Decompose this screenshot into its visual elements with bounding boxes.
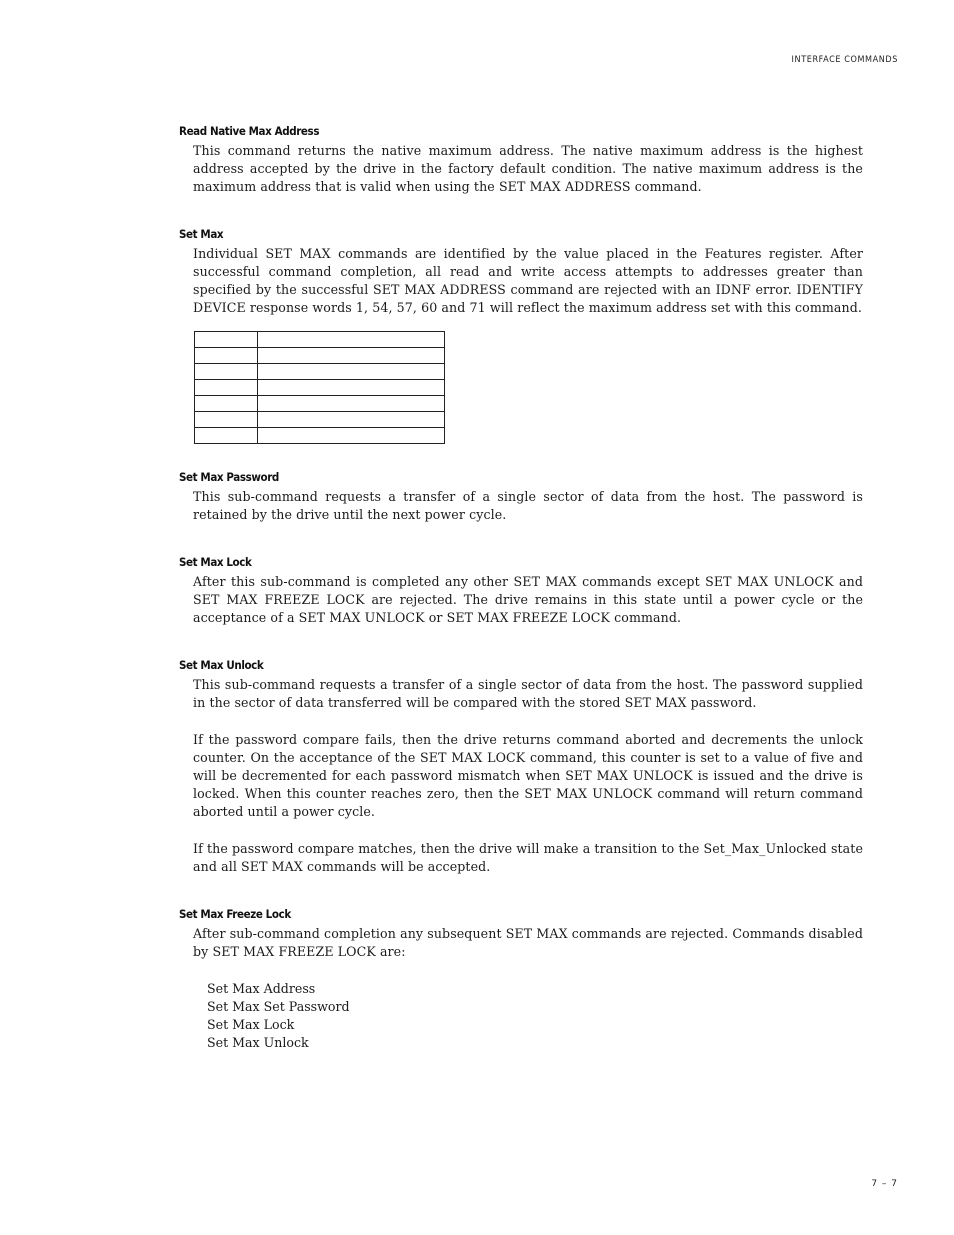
section-heading: Set Max Freeze Lock [179,907,291,921]
table-cell [195,428,258,444]
section-paragraph: This command returns the native maximum address. The native maximum address is the highest address accepted by the drive in the factory default condition. The native maximum address is the maximum address that is valid when using the SET MAX ADDRESS command. [193,143,863,194]
table-cell [258,396,445,412]
section-paragraph: Individual SET MAX commands are identified by the value placed in the Features register. After successful command completion, all read and write access attempts to addresses greater than specified by the successful SET MAX ADDRESS command are rejected with an IDNF error. IDENTIFY DEVICE response words 1, 54, 57, 60 and 71 will reflect the maximum address set with this command. [193,246,863,315]
section-paragraph: This sub-command requests a transfer of a single sector of data from the host. The password supplied in the sector of data transferred will be compared with the stored SET MAX password. [193,677,863,710]
section-set-max [179,227,869,444]
set-max-subcommand-table [194,331,445,444]
section-read-native-max-address [179,124,869,196]
section-heading: Set Max [179,227,224,241]
table-row [195,348,445,364]
section-set-max-unlock [179,658,869,876]
table-cell [258,332,445,348]
section-paragraph: After this sub-command is completed any other SET MAX commands except SET MAX UNLOCK and SET MAX FREEZE LOCK are rejected. The drive remains in this state until a power cycle or the acceptance of a SET MAX UNLOCK or SET MAX FREEZE LOCK command. [193,574,863,625]
table-cell [258,428,445,444]
list-item: Set Max Lock [207,1017,295,1032]
list-item: Set Max Set Password [207,999,350,1014]
page-number: 7 – 7 [871,1179,898,1189]
table-cell [258,412,445,428]
table-row [195,412,445,428]
table-row [195,428,445,444]
section-set-max-lock [179,555,869,627]
table-row [195,380,445,396]
disabled-commands-list [207,980,869,1052]
table-cell [195,396,258,412]
section-paragraph: If the password compare fails, then the drive returns command aborted and decrements the unlock counter. On the acceptance of the SET MAX LOCK command, this counter is set to a value of five and will be decremented for each password mismatch when SET MAX UNLOCK is issued and the drive is locked. When this counter reaches zero, then the SET MAX UNLOCK command will return command aborted until a power cycle. [193,732,863,819]
running-header: INTERFACE COMMANDS [791,55,898,65]
section-paragraph: If the password compare matches, then the drive will make a transition to the Set_Max_Unlocked state and all SET MAX commands will be accepted. [193,841,863,874]
table-row [195,396,445,412]
table-cell [258,364,445,380]
table-cell [195,364,258,380]
section-set-max-freeze-lock [179,907,869,1052]
table-cell [258,348,445,364]
section-heading: Read Native Max Address [179,124,320,138]
section-heading: Set Max Password [179,470,279,484]
table-row [195,364,445,380]
list-item: Set Max Unlock [207,1035,309,1050]
table-cell [195,412,258,428]
section-set-max-password [179,470,869,524]
table-row [195,332,445,348]
section-heading: Set Max Unlock [179,658,264,672]
table-cell [195,332,258,348]
section-heading: Set Max Lock [179,555,252,569]
table-cell [195,348,258,364]
list-item: Set Max Address [207,981,316,996]
table-cell [258,380,445,396]
section-paragraph: This sub-command requests a transfer of a single sector of data from the host. The password is retained by the drive until the next power cycle. [193,489,863,522]
section-paragraph: After sub-command completion any subsequent SET MAX commands are rejected. Commands disabled by SET MAX FREEZE LOCK are: [193,926,863,959]
table-cell [195,380,258,396]
page-content [179,124,869,1052]
